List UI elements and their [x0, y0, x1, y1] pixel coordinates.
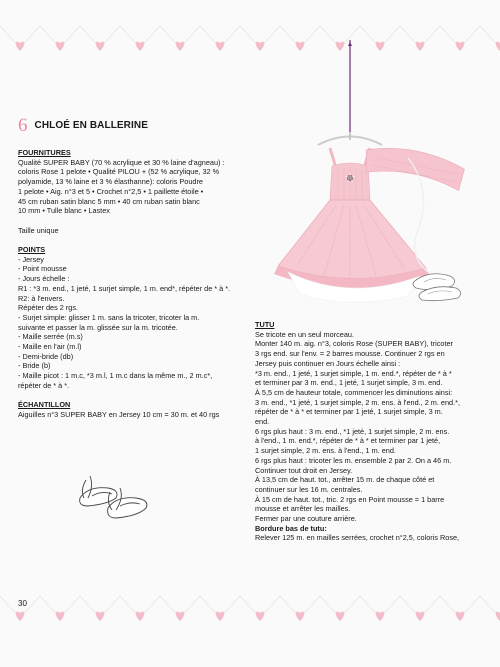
- taille-text: Taille unique: [18, 225, 59, 235]
- heart-icon: [216, 612, 224, 621]
- heart-icon: [256, 612, 264, 621]
- tutu-line: 3 rgs end. sur l'env. = 2 barres mousse. Continuer 2 rgs en: [255, 349, 445, 359]
- points-line: - Jours échelle :: [18, 274, 70, 284]
- heart-icon: [416, 612, 424, 621]
- points-line: - Maille picot : 1 m.c, *3 m.l, 1 m.c dans la même m., 2 m.c*,: [18, 371, 213, 381]
- heart-icon: [216, 42, 224, 51]
- left-column: [18, 148, 258, 420]
- echantillon-heading: ÉCHANTILLON: [18, 400, 71, 410]
- heart-icon: [456, 612, 464, 621]
- points-line: - Maille en l'air (m.l): [18, 342, 82, 352]
- fournitures-line: coloris Rose 1 pelote • Qualité PILOU + (52 % acrylique, 32 %: [18, 167, 220, 177]
- tutu-line: 6 rgs plus haut : 3 m. end., *1 jeté, 1 surjet simple, 2 m. ens.: [255, 426, 450, 436]
- title-number: 6: [18, 115, 28, 136]
- heart-icon: [496, 612, 500, 621]
- title-text: CHLOÉ EN BALLERINE: [34, 120, 148, 131]
- heart-icon: [336, 612, 344, 621]
- tutu-line: 1 surjet simple, 2 m. ens. à l'end., 1 m. end.: [255, 446, 396, 456]
- tutu-line: mousse et arrêter les mailles.: [255, 504, 351, 514]
- zigzag-line: [0, 596, 500, 618]
- heart-zigzag-border-bottom: [0, 592, 500, 622]
- points-line: - Jersey: [18, 254, 44, 264]
- tutu-line: continuer sur les 16 m. centrales.: [255, 484, 363, 494]
- heart-icon: [176, 42, 184, 51]
- right-column: [255, 320, 487, 543]
- tutu-line: À 13,5 cm de haut. tot., arrêter 15 m. de chaque côté et: [255, 475, 435, 485]
- tutu-line: À 5,5 cm de hauteur totale, commencer les diminutions ainsi:: [255, 387, 453, 397]
- points-line: suivante et passer la m. glissée sur la m. tricotée.: [18, 322, 178, 332]
- ballet-shoes-drawing-icon: [70, 468, 160, 528]
- section-title: [18, 116, 148, 135]
- points-line: Répéter des 2 rgs.: [18, 303, 79, 313]
- heart-icon: [16, 42, 24, 51]
- tutu-heading: TUTU: [255, 320, 275, 329]
- fournitures-line: Qualité SUPER BABY (70 % acrylique et 30 % laine d'agneau) :: [18, 157, 225, 167]
- points-line: - Surjet simple: glisser 1 m. sans la tricoter, tricoter la m.: [18, 312, 200, 322]
- points-line: - Bride (b): [18, 361, 51, 371]
- fournitures-line: 10 mm • Tulle blanc • Lastex: [18, 206, 110, 216]
- points-heading: POINTS: [18, 245, 46, 254]
- points-line: répéter de * à *.: [18, 380, 70, 390]
- points-line: - Point mousse: [18, 264, 67, 274]
- points-line: - Maille serrée (m.s): [18, 332, 83, 342]
- fournitures-line: polyamide, 13 % laine et 3 % élasthanne): coloris Poudre: [18, 177, 203, 187]
- tutu-line: Continuer tout droit en Jersey.: [255, 465, 353, 475]
- heart-icon: [136, 42, 144, 51]
- tutu-line: répéter de * à * et terminer par 1 jeté, 1 surjet simple, 3 m.: [255, 407, 443, 417]
- bordure-text: Relever 125 m. en mailles serrées, crochet n°2,5, coloris Rose,: [255, 533, 460, 543]
- tutu-line: 6 rgs plus haut : tricoter les m. ensemble 2 par 2. On a 46 m.: [255, 455, 452, 465]
- tutu-line: À 15 cm de haut. tot., tric. 2 rgs en Point mousse = 1 barre: [255, 494, 445, 504]
- ballerina-outfit-photo: [258, 40, 478, 305]
- fournitures-heading: FOURNITURES: [18, 148, 71, 157]
- heart-icon: [496, 42, 500, 51]
- heart-icon: [296, 612, 304, 621]
- heart-icon: [56, 42, 64, 51]
- fournitures-line: 45 cm ruban satin blanc 5 mm • 40 cm ruban satin blanc: [18, 196, 200, 206]
- heart-icon: [16, 612, 24, 621]
- tutu-line: Monter 140 m. aig. n°3, coloris Rose (SUPER BABY), tricoter: [255, 339, 453, 349]
- tutu-line: end.: [255, 417, 270, 427]
- fournitures-line: 1 pelote • Aig. n°3 et 5 • Crochet n°2,5 • 1 paillette étoile •: [18, 186, 204, 196]
- points-line: R1 : *3 m. end., 1 jeté, 1 surjet simple, 1 m. end*, répéter de * à *.: [18, 283, 231, 293]
- tutu-line: et terminer par 3 m. end., 1 jeté, 1 surjet simple, 3 m. end.: [255, 378, 443, 388]
- heart-icon: [96, 612, 104, 621]
- heart-icon: [376, 612, 384, 621]
- points-line: R2: à l'envers.: [18, 293, 65, 303]
- tutu-line: Fermer par une couture arrière.: [255, 514, 357, 524]
- bordure-heading: Bordure bas de tutu:: [255, 523, 327, 533]
- tutu-line: *3 m. end., 1 jeté, 1 surjet simple, 1 m. end.*, répéter de * à *: [255, 368, 452, 378]
- heart-icon: [96, 42, 104, 51]
- tutu-line: 3 m. end., *1 jeté, 1 surjet simple, 2 m. ens. à l'end., 2 m. end.*,: [255, 397, 460, 407]
- heart-icon: [176, 612, 184, 621]
- echantillon-text: Aiguilles n°3 SUPER BABY en Jersey 10 cm = 30 m. et 40 rgs: [18, 409, 220, 419]
- tutu-line: à l'end., 1 m. end.*, répéter de * à * et terminer par 1 jeté,: [255, 436, 441, 446]
- tutu-line: Se tricote en un seul morceau.: [255, 329, 354, 339]
- points-line: - Demi-bride (db): [18, 351, 74, 361]
- heart-icon: [56, 612, 64, 621]
- page-number: 30: [18, 599, 27, 608]
- tutu-line: Jersey puis continuer en Jours échelle ainsi :: [255, 358, 401, 368]
- heart-icon: [136, 612, 144, 621]
